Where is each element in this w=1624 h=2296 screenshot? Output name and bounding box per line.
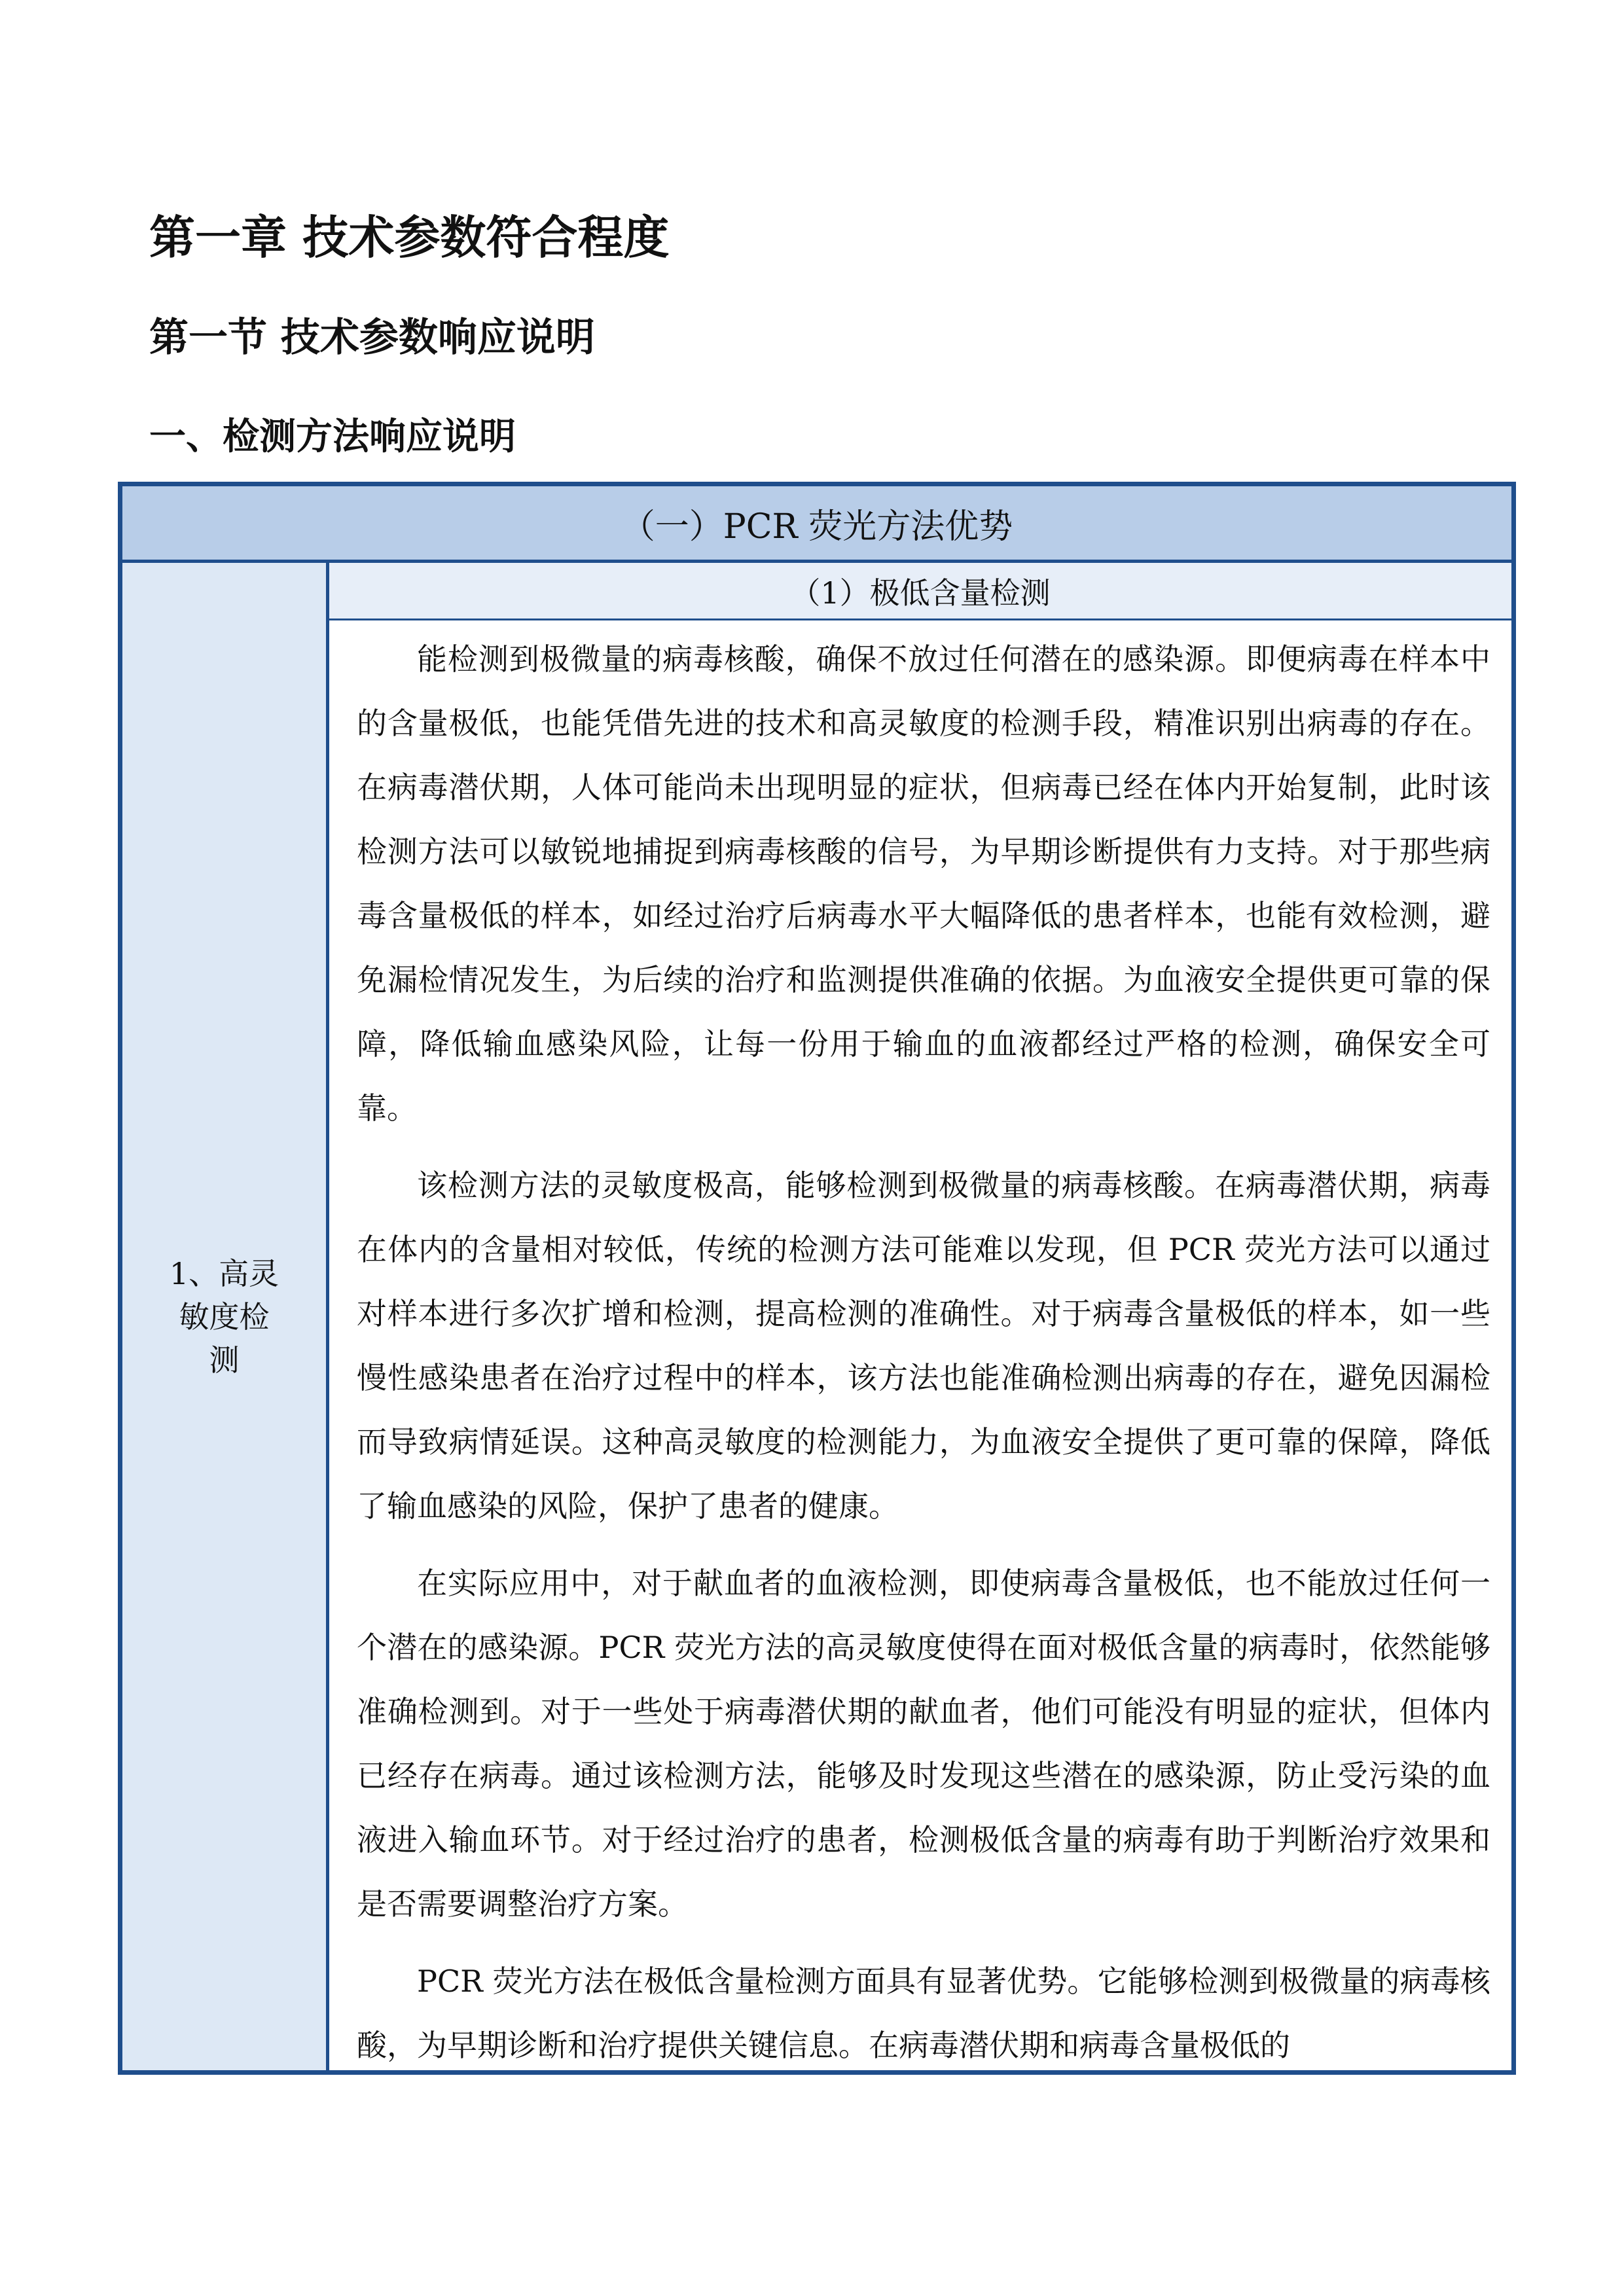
table-header: （一）PCR 荧光方法优势 bbox=[122, 486, 1511, 563]
row-label: 1、高灵敏度检测 bbox=[169, 1255, 280, 1378]
chapter-title: 第一章 技术参数符合程度 bbox=[149, 211, 670, 264]
paragraph-1: 能检测到极微量的病毒核酸，确保不放过任何潜在的感染源。即便病毒在样本中的含量极低，也能凭借先进的技术和高灵敏度的检测手段，精准识别出病毒的存在。在病毒潜伏期，人体可能尚未出现明显的症状，但病毒已经在体内开始复制，此时该检测方法可以敏锐地捕捉到病毒核酸的信号，为早期诊断提供有力支持。对于那些病毒含量极低的样本，如经过治疗后病毒水平大幅降低的患者样本，也能有效检测，避免漏检情况发生，为后续的治疗和监测提供准确的依据。为血液安全提供更可靠的保障，降低输血感染风险，让每一份用于输血的血液都经过严格的检测，确保安全可靠。 bbox=[357, 641, 1490, 1126]
table-sub-header: （1）极低含量检测 bbox=[329, 563, 1511, 620]
table-content-cell bbox=[329, 620, 1511, 2070]
row-label-cell bbox=[122, 563, 329, 2070]
paragraph-2: 该检测方法的灵敏度极高，能够检测到极微量的病毒核酸。在病毒潜伏期，病毒在体内的含量相对较低，传统的检测方法可能难以发现，但 PCR 荧光方法可以通过对样本进行多次扩增和检测，提高检测的准确性。对于病毒含量极低的样本，如一些慢性感染患者在治疗过程中的样本，该方法也能准确检测出病毒的存在，避免因漏检而导致病情延误。这种高灵敏度的检测能力，为血液安全提供了更可靠的保障，降低了输血感染的风险，保护了患者的健康。 bbox=[357, 1168, 1490, 1524]
section-title: 第一节 技术参数响应说明 bbox=[149, 315, 595, 361]
subsection-title: 一、检测方法响应说明 bbox=[149, 416, 516, 458]
paragraph-4: PCR 荧光方法在极低含量检测方面具有显著优势。它能够检测到极微量的病毒核酸，为早期诊断和治疗提供关键信息。在病毒潜伏期和病毒含量极低的 bbox=[357, 1964, 1490, 2063]
paragraph-3: 在实际应用中，对于献血者的血液检测，即使病毒含量极低，也不能放过任何一个潜在的感染源。PCR 荧光方法的高灵敏度使得在面对极低含量的病毒时，依然能够准确检测到。对于一些处于病毒潜伏期的献血者，他们可能没有明显的症状，但体内已经存在病毒。通过该检测方法，能够及时发现这些潜在的感染源，防止受污染的血液进入输血环节。对于经过治疗的患者，检测极低含量的病毒有助于判断治疗效果和是否需要调整治疗方案。 bbox=[357, 1566, 1490, 1922]
method-table bbox=[118, 482, 1516, 2075]
